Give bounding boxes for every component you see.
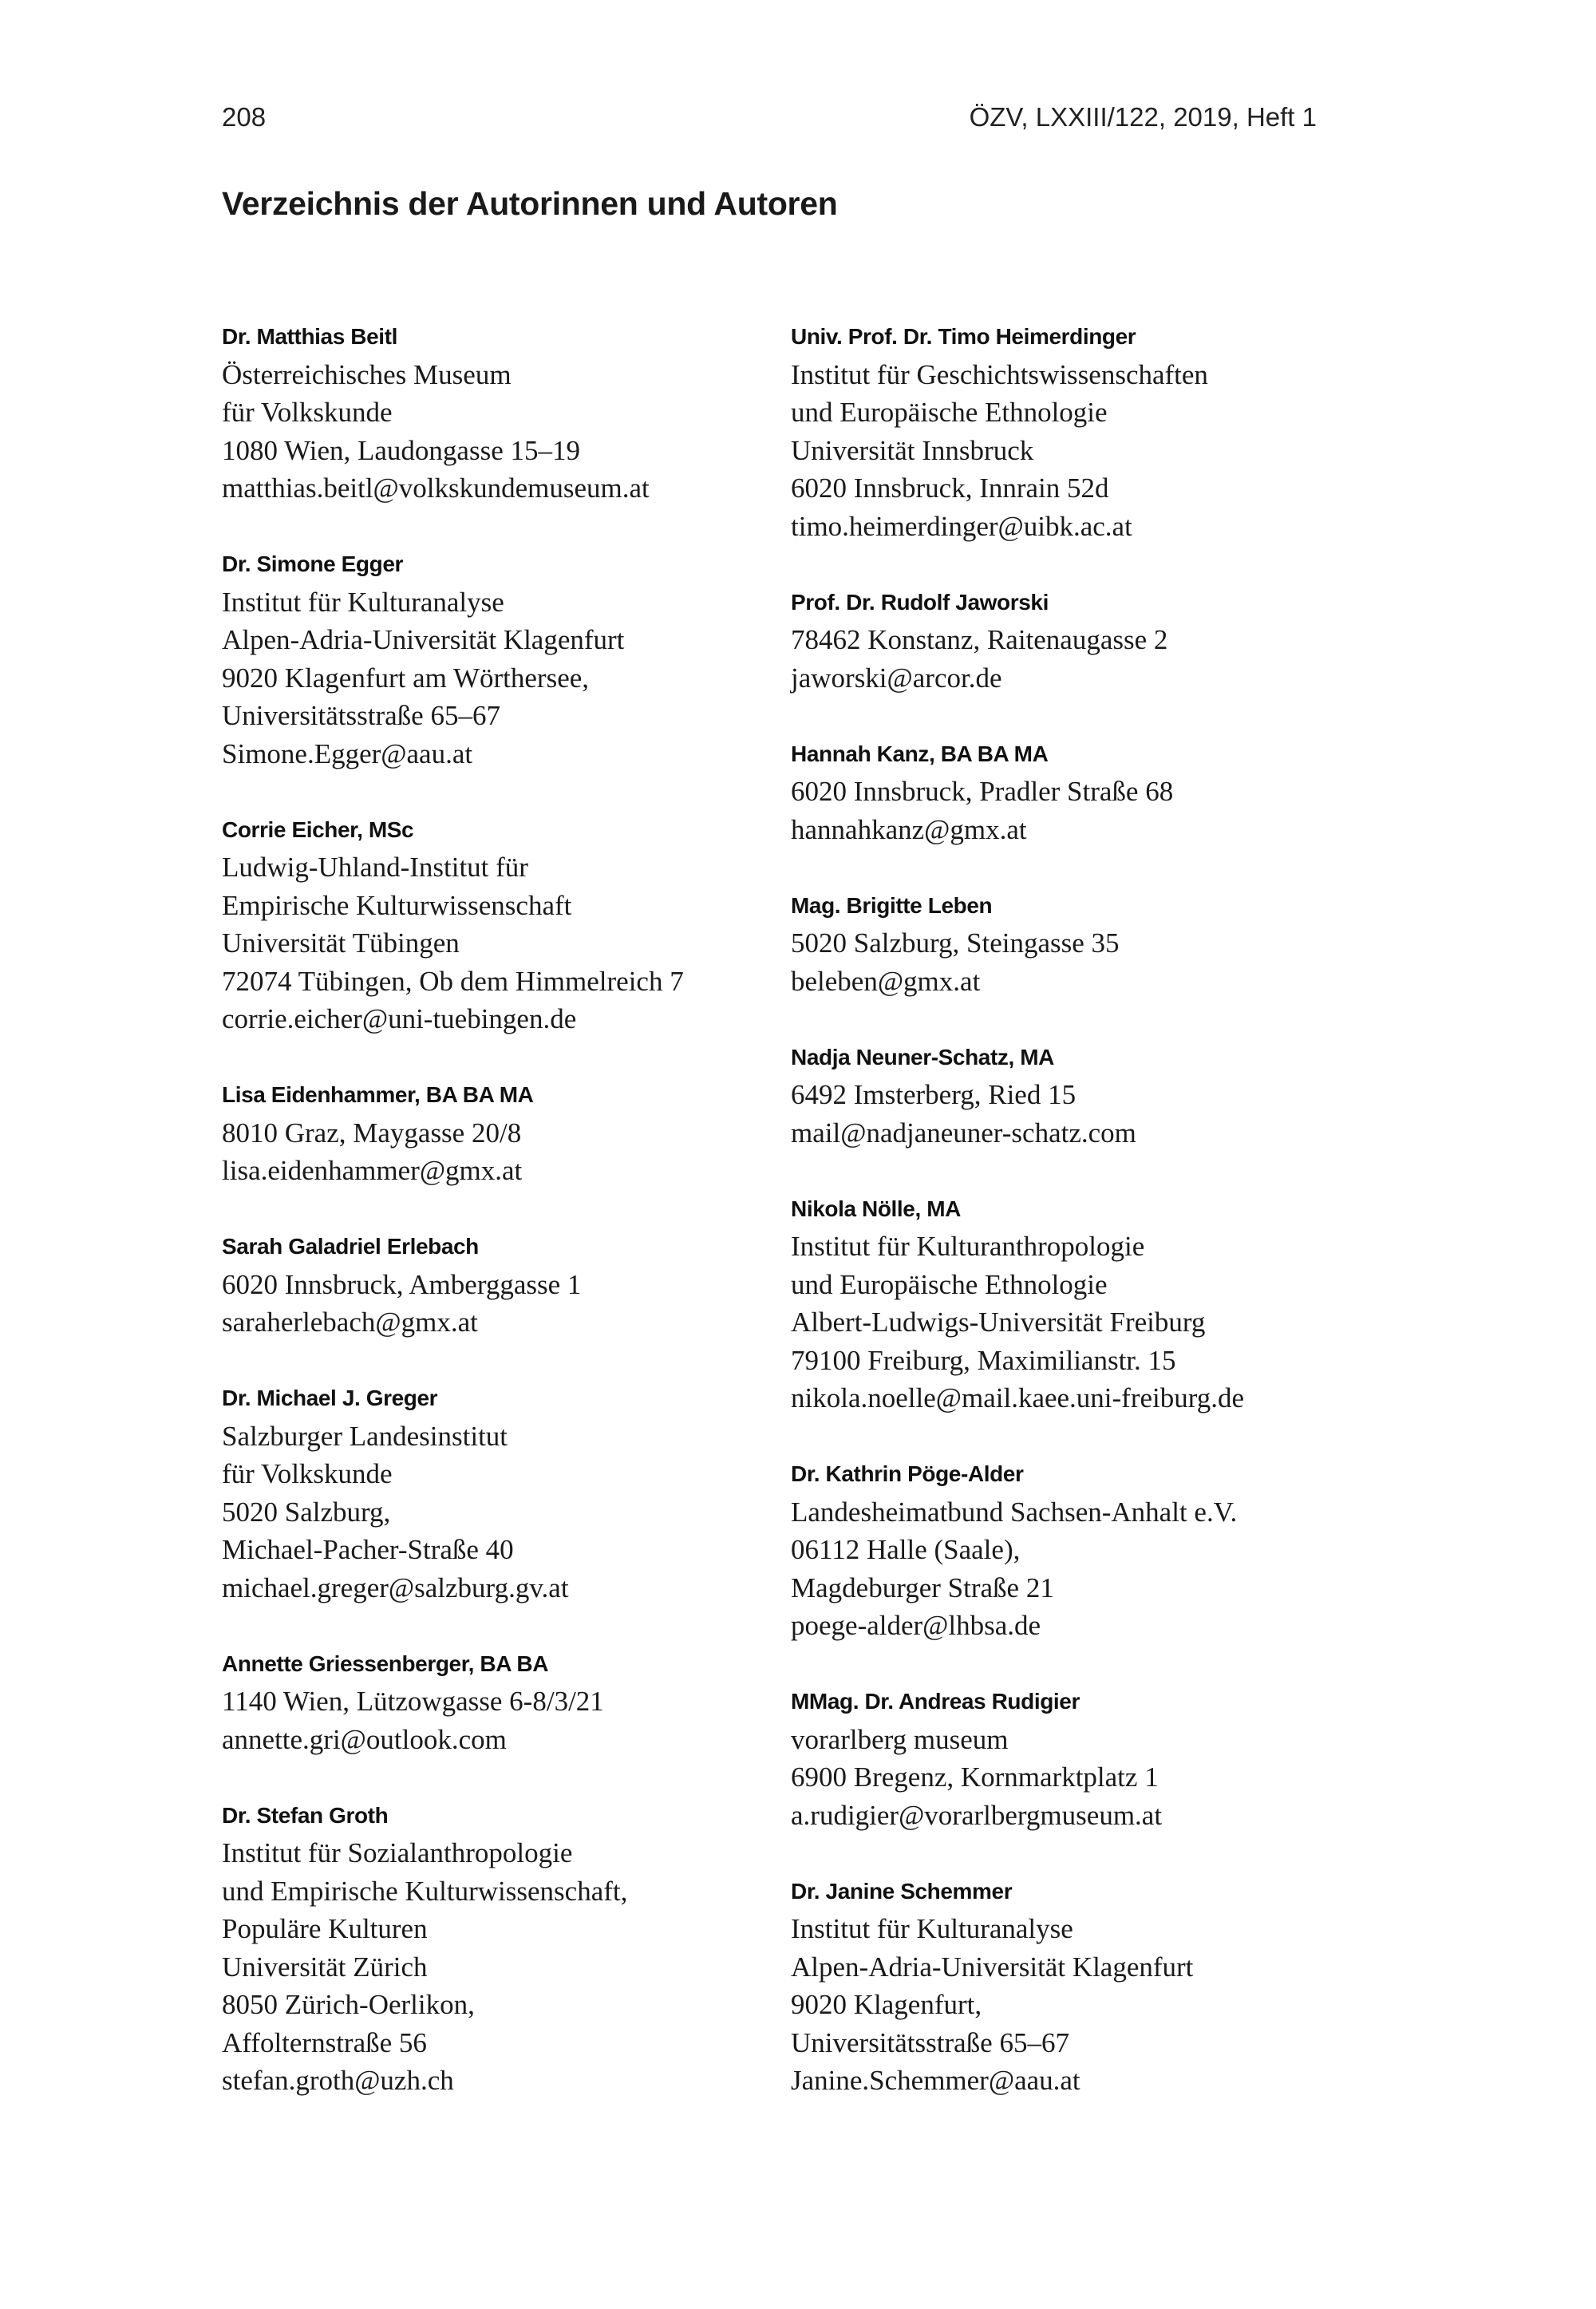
author-entry [222, 318, 780, 508]
author-address-line: 06112 Halle (Saale), [791, 1534, 1021, 1565]
author-email[interactable]: saraherlebach@gmx.at [222, 1307, 478, 1338]
author-name: MMag. Dr. Andreas Rudigier [791, 1689, 1080, 1714]
author-address-line: 9020 Klagenfurt am Wörthersee, [222, 662, 590, 694]
author-address-line: Institut für Geschichtswissenschaften [791, 358, 1208, 390]
author-email[interactable]: stefan.groth@uzh.ch [222, 2065, 454, 2096]
author-address-line: Institut für Kulturanalyse [222, 586, 504, 618]
author-column-right [791, 318, 1349, 2137]
journal-citation: ÖZV, LXXIII/122, 2019, Heft 1 [969, 102, 1317, 132]
author-email[interactable]: matthias.beitl@volkskundemuseum.at [222, 472, 650, 504]
author-name: Univ. Prof. Dr. Timo Heimerdinger [791, 324, 1136, 349]
author-name: Dr. Simone Egger [222, 552, 403, 576]
author-email[interactable]: corrie.eicher@uni-tuebingen.de [222, 1003, 577, 1034]
author-email[interactable]: annette.gri@outlook.com [222, 1723, 507, 1755]
author-address-line: und Empirische Kulturwissenschaft, [222, 1875, 628, 1907]
author-entry [222, 1228, 780, 1342]
author-entry [791, 1455, 1349, 1645]
page-title: Verzeichnis der Autorinnen und Autoren [222, 185, 838, 222]
author-address-line: 1140 Wien, Lützowgasse 6-8/3/21 [222, 1686, 604, 1717]
author-address-line: 6900 Bregenz, Kornmarktplatz 1 [791, 1761, 1159, 1793]
author-entry [791, 1682, 1349, 1834]
author-address-line: Universitätsstraße 65–67 [222, 700, 500, 731]
author-address-line: Ludwig-Uhland-Institut für [222, 852, 528, 883]
author-email[interactable]: jaworski@arcor.de [791, 662, 1002, 694]
author-name: Nikola Nölle, MA [791, 1196, 961, 1221]
author-entry [222, 1645, 780, 1759]
author-name: Prof. Dr. Rudolf Jaworski [791, 589, 1049, 615]
author-email[interactable]: michael.greger@salzburg.gv.at [222, 1572, 569, 1603]
author-entry [791, 583, 1349, 698]
author-name: Annette Griessenberger, BA BA [222, 1651, 549, 1676]
author-address-line: Affolternstraße 56 [222, 2026, 427, 2058]
author-email[interactable]: Janine.Schemmer@aau.at [791, 2065, 1080, 2096]
author-address-line: für Volkskunde [222, 397, 393, 428]
author-email[interactable]: poege-alder@lhbsa.de [791, 1610, 1041, 1641]
author-email[interactable]: lisa.eidenhammer@gmx.at [222, 1155, 523, 1186]
author-address-line: 79100 Freiburg, Maximilianstr. 15 [791, 1344, 1176, 1376]
author-address-line: 6492 Imsterberg, Ried 15 [791, 1079, 1077, 1110]
author-address-line: Universitätsstraße 65–67 [791, 2026, 1069, 2058]
author-address-line: Landesheimatbund Sachsen-Anhalt e.V. [791, 1496, 1238, 1528]
author-name: Dr. Stefan Groth [222, 1802, 389, 1828]
author-address-line: Universität Innsbruck [791, 434, 1034, 466]
author-address-line: Michael-Pacher-Straße 40 [222, 1534, 514, 1565]
author-address-line: und Europäische Ethnologie [791, 1268, 1108, 1300]
author-address-line: Alpen-Adria-Universität Klagenfurt [222, 624, 625, 655]
author-entry [222, 1076, 780, 1190]
author-entry [222, 1379, 780, 1607]
author-address-line: Universität Tübingen [222, 927, 460, 959]
author-address-line: Institut für Kulturanthropologie [791, 1231, 1145, 1262]
author-address-line: für Volkskunde [222, 1458, 393, 1489]
author-email[interactable]: Simone.Egger@aau.at [222, 737, 473, 769]
author-address-line: 1080 Wien, Laudongasse 15–19 [222, 434, 580, 466]
author-address-line: Magdeburger Straße 21 [791, 1572, 1054, 1603]
author-address-line: 5020 Salzburg, [222, 1496, 391, 1528]
author-name: Mag. Brigitte Leben [791, 892, 993, 918]
author-address-line: Universität Zürich [222, 1951, 428, 1983]
author-entry [222, 811, 780, 1038]
author-email[interactable]: beleben@gmx.at [791, 965, 981, 997]
author-address-line: Österreichisches Museum [222, 358, 512, 390]
author-name: Dr. Kathrin Pöge-Alder [791, 1461, 1024, 1486]
author-name: Dr. Matthias Beitl [222, 324, 397, 349]
author-address-line: und Europäische Ethnologie [791, 397, 1108, 428]
author-name: Nadja Neuner-Schatz, MA [791, 1044, 1054, 1069]
author-address-line: 78462 Konstanz, Raitenaugasse 2 [791, 624, 1168, 655]
author-address-line: 8010 Graz, Maygasse 20/8 [222, 1117, 522, 1149]
author-name: Dr. Michael J. Greger [222, 1386, 438, 1410]
author-address-line: vorarlberg museum [791, 1723, 1009, 1755]
author-address-line: Institut für Kulturanalyse [791, 1913, 1073, 1944]
author-address-line: Institut für Sozialanthropologie [222, 1837, 573, 1868]
author-entry [791, 1190, 1349, 1417]
author-name: Sarah Galadriel Erlebach [222, 1234, 479, 1259]
author-address-line: 6020 Innsbruck, Pradler Straße 68 [791, 776, 1174, 807]
author-entry [791, 1872, 1349, 2100]
author-entry [222, 545, 780, 773]
author-address-line: 9020 Klagenfurt, [791, 1989, 982, 2020]
author-address-line: Empirische Kulturwissenschaft [222, 889, 572, 921]
author-address-line: 6020 Innsbruck, Amberggasse 1 [222, 1268, 582, 1300]
author-entry [222, 1797, 780, 2100]
author-entry [791, 887, 1349, 1001]
author-email[interactable]: nikola.noelle@mail.kaee.uni-freiburg.de [791, 1382, 1245, 1413]
author-address-line: Salzburger Landesinstitut [222, 1420, 508, 1452]
author-address-line: 8050 Zürich-Oerlikon, [222, 1989, 475, 2020]
author-name: Corrie Eicher, MSc [222, 816, 414, 842]
author-address-line: 72074 Tübingen, Ob dem Himmelreich 7 [222, 965, 684, 997]
author-address-line: 5020 Salzburg, Steingasse 35 [791, 927, 1120, 959]
author-address-line: Albert-Ludwigs-Universität Freiburg [791, 1307, 1206, 1338]
author-email[interactable]: hannahkanz@gmx.at [791, 813, 1027, 845]
author-name: Dr. Janine Schemmer [791, 1878, 1013, 1904]
author-email[interactable]: a.rudigier@vorarlbergmuseum.at [791, 1799, 1163, 1831]
author-name: Lisa Eidenhammer, BA BA MA [222, 1082, 534, 1107]
author-name: Hannah Kanz, BA BA MA [791, 741, 1049, 766]
author-entry [791, 1038, 1349, 1153]
author-address-line: 6020 Innsbruck, Innrain 52d [791, 472, 1109, 504]
page-number: 208 [222, 102, 267, 132]
author-address-line: Alpen-Adria-Universität Klagenfurt [791, 1951, 1194, 1983]
author-email[interactable]: timo.heimerdinger@uibk.ac.at [791, 510, 1132, 542]
author-address-line: Populäre Kulturen [222, 1913, 428, 1944]
author-entry [791, 735, 1349, 849]
author-column-left [222, 318, 780, 2137]
author-email[interactable]: mail@nadjaneuner-schatz.com [791, 1117, 1136, 1149]
author-entry [791, 318, 1349, 545]
